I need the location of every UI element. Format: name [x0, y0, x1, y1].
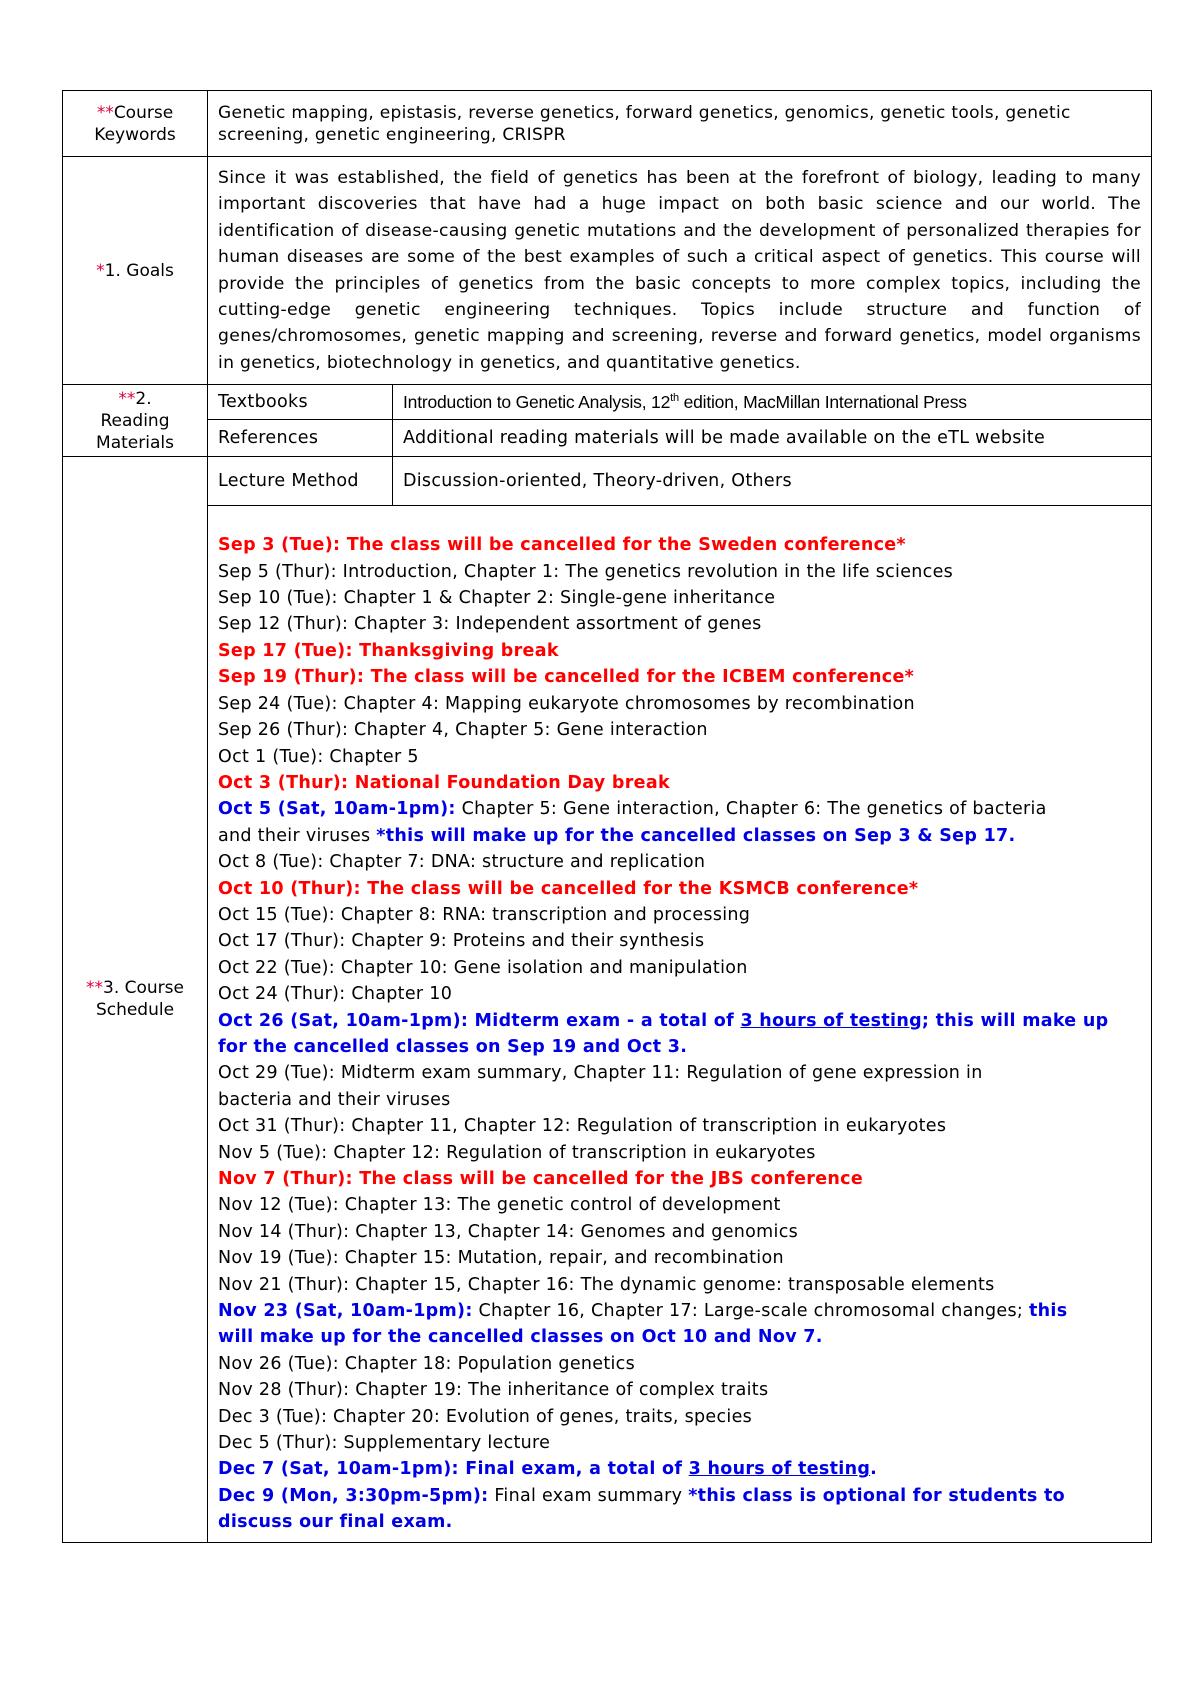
schedule-item: Oct 1 (Tue): Chapter 5: [218, 746, 419, 767]
schedule-item: Nov 12 (Tue): Chapter 13: The genetic control of development: [218, 1195, 781, 1216]
schedule-item: Nov 14 (Thur): Chapter 13, Chapter 14: Genomes and genomics: [218, 1221, 799, 1242]
schedule-item: Dec 5 (Thur): Supplementary lecture: [218, 1433, 551, 1454]
required-marker: **: [96, 102, 114, 123]
schedule-list: [208, 506, 1152, 1542]
textbooks-label: Textbooks: [208, 385, 393, 420]
schedule-item: Sep 26 (Thur): Chapter 4, Chapter 5: Gene interaction: [218, 720, 708, 741]
schedule-item: Oct 10 (Thur): The class will be cancelled for the KSMCB conference*: [218, 878, 919, 899]
schedule-item: Sep 3 (Tue): The class will be cancelled for the Sweden conference*: [218, 535, 906, 556]
schedule-item: will make up for the cancelled classes on Oct 10 and Nov 7.: [218, 1327, 823, 1348]
references-row: [63, 420, 1152, 457]
references-label: References: [208, 420, 393, 457]
schedule-item: Dec 7 (Sat, 10am-1pm): Final exam, a total of 3 hours of testing.: [218, 1459, 878, 1480]
schedule-item: Nov 23 (Sat, 10am-1pm): Chapter 16, Chapter 17: Large-scale chromosomal changes; this: [218, 1301, 1068, 1322]
schedule-item: and their viruses *this will make up for the cancelled classes on Sep 3 & Sep 17.: [218, 825, 1016, 846]
textbooks-row: [63, 385, 1152, 420]
schedule-item: Nov 28 (Thur): Chapter 19: The inheritance of complex traits: [218, 1380, 769, 1401]
keywords-value: Genetic mapping, epistasis, reverse genetics, forward genetics, genomics, genetic tools, genetic screening, genetic engineering, CRISPR: [208, 91, 1152, 157]
required-marker: **: [86, 978, 103, 999]
schedule-item: Nov 7 (Thur): The class will be cancelled for the JBS conference: [218, 1169, 864, 1189]
schedule-item: Nov 5 (Tue): Chapter 12: Regulation of transcription in eukaryotes: [218, 1142, 816, 1163]
schedule-item: Oct 26 (Sat, 10am-1pm): Midterm exam - a total of 3 hours of testing; this will make up: [218, 1010, 1109, 1031]
goals-row: [63, 157, 1152, 385]
schedule-item: Oct 3 (Thur): National Foundation Day break: [218, 772, 670, 793]
schedule-item: discuss our final exam.: [218, 1512, 453, 1533]
reading-materials-label: **2. Reading Materials: [63, 385, 208, 457]
schedule-item: Oct 22 (Tue): Chapter 10: Gene isolation and manipulation: [218, 957, 748, 978]
course-schedule-label: **3. Course Schedule: [63, 457, 208, 1542]
schedule-item: Nov 26 (Tue): Chapter 18: Population genetics: [218, 1353, 636, 1374]
schedule-item: Oct 29 (Tue): Midterm exam summary, Chapter 11: Regulation of gene expression in: [218, 1063, 983, 1084]
keywords-label: **Course Keywords: [63, 91, 208, 157]
schedule-item: Dec 9 (Mon, 3:30pm-5pm): Final exam summary *this class is optional for students to: [218, 1485, 1066, 1506]
lecture-method-value: Discussion-oriented, Theory-driven, Others: [393, 457, 1152, 506]
schedule-item: Nov 19 (Tue): Chapter 15: Mutation, repair, and recombination: [218, 1248, 784, 1269]
goals-label: *1. Goals: [63, 157, 208, 385]
syllabus-table: [62, 90, 1152, 1543]
schedule-item: Sep 5 (Thur): Introduction, Chapter 1: The genetics revolution in the life sciences: [218, 561, 954, 582]
schedule-item: Sep 19 (Thur): The class will be cancelled for the ICBEM conference*: [218, 667, 915, 688]
required-marker: *: [96, 260, 105, 281]
lecture-method-row: [63, 457, 1152, 506]
schedule-item: for the cancelled classes on Sep 19 and Oct 3.: [218, 1036, 688, 1057]
schedule-item: Nov 21 (Thur): Chapter 15, Chapter 16: The dynamic genome: transposable elements: [218, 1274, 995, 1295]
lecture-method-label: Lecture Method: [208, 457, 393, 506]
textbooks-value: Introduction to Genetic Analysis, 12th edition, MacMillan International Press: [393, 385, 1152, 420]
schedule-row: [63, 506, 1152, 1542]
schedule-item: Oct 17 (Thur): Chapter 9: Proteins and their synthesis: [218, 931, 705, 952]
schedule-item: Oct 24 (Thur): Chapter 10: [218, 984, 453, 1005]
schedule-item: Dec 3 (Tue): Chapter 20: Evolution of genes, traits, species: [218, 1406, 753, 1427]
schedule-item: Oct 15 (Tue): Chapter 8: RNA: transcription and processing: [218, 904, 751, 925]
goals-text: Since it was established, the field of genetics has been at the forefront of biology, leading to many important discoveries that have had a huge impact on both basic science and our world. The identification of disease-causing genetic mutations and the development of personalized therapies for human diseases are some of the best examples of such a critical aspect of genetics. This course will provide the principles of genetics from the basic concepts to more complex topics, including the cutting-edge genetic engineering techniques. Topics include structure and function of genes/chromosomes, genetic mapping and screening, reverse and forward genetics, model organisms in genetics, biotechnology in genetics, and quantitative genetics.: [208, 157, 1152, 385]
schedule-item: Oct 5 (Sat, 10am-1pm): Chapter 5: Gene interaction, Chapter 6: The genetics of bacteria: [218, 799, 1047, 820]
syllabus-document: [62, 90, 1152, 1543]
schedule-item: Sep 10 (Tue): Chapter 1 & Chapter 2: Single-gene inheritance: [218, 588, 776, 609]
required-marker: **: [118, 388, 136, 409]
schedule-item: bacteria and their viruses: [218, 1089, 451, 1110]
schedule-item: Oct 31 (Thur): Chapter 11, Chapter 12: Regulation of transcription in eukaryotes: [218, 1116, 947, 1137]
keywords-row: [63, 91, 1152, 157]
schedule-item: Sep 24 (Tue): Chapter 4: Mapping eukaryote chromosomes by recombination: [218, 693, 915, 714]
references-value: Additional reading materials will be made available on the eTL website: [393, 420, 1152, 457]
schedule-item: Oct 8 (Tue): Chapter 7: DNA: structure and replication: [218, 852, 706, 873]
schedule-item: Sep 17 (Tue): Thanksgiving break: [218, 640, 559, 661]
schedule-item: Sep 12 (Thur): Chapter 3: Independent assortment of genes: [218, 614, 762, 635]
